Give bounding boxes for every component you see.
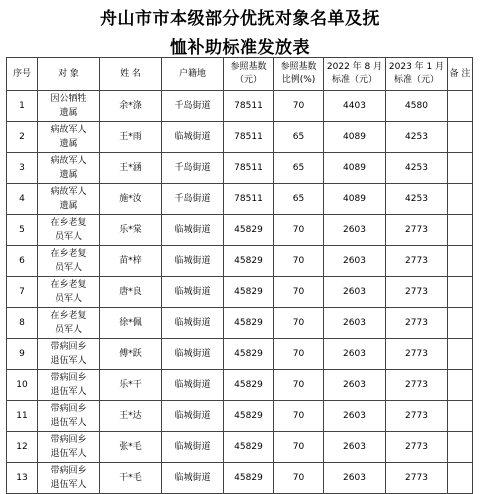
cell-base [224, 308, 274, 339]
cell-place [162, 463, 224, 494]
cell-no-text: 4 [19, 194, 25, 204]
cell-type-text: 员军人 [54, 294, 82, 304]
table-body [7, 58, 473, 494]
cell-name [100, 401, 162, 432]
cell-no-text: 12 [16, 442, 28, 452]
cell-std2022-text: 2603 [343, 349, 366, 359]
table-row [7, 215, 473, 246]
cell-ratio-text: 65 [292, 194, 305, 204]
cell-place [162, 370, 224, 401]
cell-std2023 [386, 184, 448, 215]
cell-base-text: 45829 [234, 473, 263, 483]
cell-no-text: 13 [16, 473, 28, 483]
column-header-text: 参照基数 [230, 62, 267, 72]
column-header-text: 姓 名 [120, 68, 141, 79]
cell-note [448, 153, 473, 184]
column-header-text: 序号 [12, 68, 31, 79]
table-row [7, 339, 473, 370]
cell-place-text: 临城街道 [174, 380, 211, 390]
table-row [7, 432, 473, 463]
cell-std2023 [386, 370, 448, 401]
cell-std2022-text: 2603 [343, 380, 366, 390]
cell-place [162, 432, 224, 463]
table-row [7, 370, 473, 401]
cell-type [38, 308, 100, 339]
cell-no [7, 370, 38, 401]
table-row [7, 277, 473, 308]
cell-name [100, 339, 162, 370]
cell-no-text: 6 [19, 256, 25, 266]
cell-std2023 [386, 246, 448, 277]
cell-ratio-text: 70 [292, 287, 305, 297]
cell-base-text: 78511 [234, 194, 263, 204]
cell-base-text: 45829 [234, 442, 263, 452]
cell-std2023 [386, 463, 448, 494]
cell-ratio [274, 184, 324, 215]
cell-ratio [274, 308, 324, 339]
cell-type-text: 带病回乡 [50, 404, 87, 414]
cell-name-text: 乐*干 [119, 380, 142, 390]
cell-type [38, 91, 100, 122]
cell-std2023 [386, 91, 448, 122]
cell-ratio [274, 277, 324, 308]
cell-std2023-text: 2773 [405, 287, 428, 297]
cell-no [7, 401, 38, 432]
cell-std2023 [386, 401, 448, 432]
cell-place [162, 91, 224, 122]
cell-std2022 [324, 339, 386, 370]
cell-std2022-text: 2603 [343, 318, 366, 328]
cell-base [224, 401, 274, 432]
cell-std2023-text: 4253 [405, 163, 428, 173]
table-row [7, 184, 473, 215]
cell-ratio [274, 432, 324, 463]
cell-std2022 [324, 215, 386, 246]
cell-ratio [274, 339, 324, 370]
cell-ratio-text: 70 [292, 411, 305, 421]
cell-std2022 [324, 184, 386, 215]
cell-no-text: 5 [19, 225, 25, 235]
cell-type [38, 401, 100, 432]
cell-type-text: 带病回乡 [50, 373, 87, 383]
cell-std2023-text: 2773 [405, 442, 428, 452]
cell-ratio [274, 401, 324, 432]
cell-std2023 [386, 308, 448, 339]
cell-place-text: 临城街道 [174, 256, 211, 266]
cell-type-text: 退伍军人 [50, 418, 87, 428]
column-header-text: 2022 年 8 月 [326, 62, 383, 72]
column-header [100, 58, 162, 91]
cell-no [7, 153, 38, 184]
cell-std2023-text: 2773 [405, 225, 428, 235]
cell-std2022-text: 4403 [343, 101, 366, 111]
cell-std2022-text: 2603 [343, 411, 366, 421]
cell-std2023-text: 4253 [405, 194, 428, 204]
cell-type-text: 在乡老复 [50, 249, 87, 259]
document-title-line-1: 舟山市市本级部分优抚对象名单及抚 [100, 9, 380, 29]
cell-name [100, 432, 162, 463]
cell-no-text: 9 [19, 349, 25, 359]
table-row [7, 122, 473, 153]
cell-std2022-text: 4089 [343, 132, 366, 142]
cell-ratio-text: 70 [292, 442, 305, 452]
cell-std2022-text: 2603 [343, 442, 366, 452]
cell-place [162, 401, 224, 432]
column-header-text: 标准（元） [393, 75, 439, 85]
cell-name-text: 徐*佩 [119, 318, 142, 328]
cell-type-text: 退伍军人 [50, 449, 87, 459]
cell-type-text: 病故军人 [50, 125, 87, 135]
cell-place-text: 千岛街道 [174, 101, 211, 111]
cell-base-text: 45829 [234, 380, 263, 390]
cell-type-text: 遗属 [59, 201, 78, 211]
cell-std2022 [324, 401, 386, 432]
cell-std2022-text: 2603 [343, 225, 366, 235]
cell-no [7, 215, 38, 246]
cell-note [448, 370, 473, 401]
cell-type-text: 在乡老复 [50, 280, 87, 290]
cell-note [448, 215, 473, 246]
cell-type-text: 员军人 [54, 232, 82, 242]
cell-base [224, 277, 274, 308]
cell-ratio [274, 122, 324, 153]
cell-type [38, 339, 100, 370]
cell-type-text: 带病回乡 [50, 342, 87, 352]
cell-std2022 [324, 370, 386, 401]
cell-base-text: 45829 [234, 318, 263, 328]
cell-type-text: 员军人 [54, 263, 82, 273]
cell-name-text: 施*汝 [119, 194, 142, 204]
cell-std2023-text: 2773 [405, 256, 428, 266]
cell-std2022 [324, 277, 386, 308]
cell-type [38, 246, 100, 277]
cell-name-text: 王*达 [119, 411, 142, 421]
cell-name [100, 370, 162, 401]
table-row [7, 246, 473, 277]
cell-std2022-text: 4089 [343, 163, 366, 173]
cell-name-text: 王*雨 [119, 132, 142, 142]
cell-no [7, 339, 38, 370]
cell-no [7, 122, 38, 153]
cell-place-text: 临城街道 [174, 442, 211, 452]
cell-place-text: 临城街道 [174, 132, 211, 142]
column-header [386, 58, 448, 91]
cell-place [162, 277, 224, 308]
cell-no [7, 184, 38, 215]
cell-std2022-text: 2603 [343, 287, 366, 297]
cell-std2023 [386, 339, 448, 370]
cell-ratio [274, 246, 324, 277]
column-header [448, 58, 473, 91]
column-header-text: 对 象 [58, 68, 79, 79]
cell-no [7, 246, 38, 277]
cell-type [38, 215, 100, 246]
cell-ratio-text: 65 [292, 132, 305, 142]
cell-base [224, 432, 274, 463]
cell-base-text: 45829 [234, 287, 263, 297]
document-title-line-2: 恤补助标准发放表 [170, 38, 310, 58]
cell-type [38, 370, 100, 401]
column-header [274, 58, 324, 91]
cell-std2022 [324, 122, 386, 153]
cell-name [100, 463, 162, 494]
cell-base-text: 78511 [234, 101, 263, 111]
cell-place [162, 246, 224, 277]
cell-place [162, 122, 224, 153]
cell-ratio-text: 70 [292, 349, 305, 359]
cell-place-text: 临城街道 [174, 473, 211, 483]
cell-std2023 [386, 122, 448, 153]
column-header [324, 58, 386, 91]
header-row [7, 58, 473, 91]
column-header [38, 58, 100, 91]
cell-name [100, 308, 162, 339]
table-row [7, 153, 473, 184]
cell-type-text: 遗属 [59, 139, 78, 149]
cell-name [100, 277, 162, 308]
cell-ratio-text: 70 [292, 473, 305, 483]
cell-name-text: 张*毛 [119, 442, 142, 452]
cell-std2023-text: 2773 [405, 380, 428, 390]
cell-place [162, 184, 224, 215]
cell-note [448, 308, 473, 339]
cell-note [448, 246, 473, 277]
column-header-text: 2023 年 1 月 [388, 62, 445, 72]
cell-ratio-text: 70 [292, 225, 305, 235]
cell-name-text: 苗*梓 [119, 256, 142, 266]
cell-place-text: 千岛街道 [174, 194, 211, 204]
cell-name-text: 唐*良 [119, 287, 142, 297]
cell-std2023 [386, 277, 448, 308]
cell-std2023-text: 2773 [405, 473, 428, 483]
cell-base-text: 78511 [234, 163, 263, 173]
cell-base [224, 370, 274, 401]
cell-name [100, 215, 162, 246]
cell-type-text: 病故军人 [50, 156, 87, 166]
cell-base [224, 246, 274, 277]
cell-base-text: 45829 [234, 225, 263, 235]
column-header-text: 备 注 [449, 68, 471, 79]
cell-no [7, 277, 38, 308]
cell-std2022 [324, 246, 386, 277]
cell-note [448, 463, 473, 494]
allowance-table [6, 57, 473, 494]
cell-type-text: 员军人 [54, 325, 82, 335]
cell-note [448, 277, 473, 308]
column-header-text: 比例(%) [281, 75, 316, 85]
cell-base [224, 339, 274, 370]
cell-std2022 [324, 432, 386, 463]
column-header-text: 参照基数 [280, 62, 317, 72]
cell-place [162, 215, 224, 246]
cell-base [224, 215, 274, 246]
cell-std2022-text: 4089 [343, 194, 366, 204]
cell-type-text: 退伍军人 [50, 387, 87, 397]
cell-std2022-text: 2603 [343, 256, 366, 266]
cell-ratio-text: 70 [292, 101, 305, 111]
cell-type-text: 退伍军人 [50, 356, 87, 366]
cell-base [224, 91, 274, 122]
cell-no-text: 1 [19, 101, 25, 111]
cell-place-text: 临城街道 [174, 318, 211, 328]
cell-type-text: 在乡老复 [50, 311, 87, 321]
column-header-text: （元） [234, 75, 262, 85]
cell-name-text: 王*涵 [119, 163, 142, 173]
column-header-text: 标准（元） [331, 75, 377, 85]
cell-note [448, 339, 473, 370]
cell-std2022-text: 2603 [343, 473, 366, 483]
cell-base-text: 78511 [234, 132, 263, 142]
cell-type [38, 277, 100, 308]
cell-base-text: 45829 [234, 411, 263, 421]
cell-type-text: 遗属 [59, 108, 78, 118]
cell-name-text: 傅*跃 [119, 349, 142, 359]
cell-std2023-text: 4580 [405, 101, 428, 111]
cell-std2023-text: 4253 [405, 132, 428, 142]
column-header [162, 58, 224, 91]
cell-type-text: 遗属 [59, 170, 78, 180]
cell-base-text: 45829 [234, 256, 263, 266]
cell-base [224, 122, 274, 153]
cell-no-text: 3 [19, 163, 25, 173]
cell-std2022 [324, 308, 386, 339]
cell-name [100, 184, 162, 215]
cell-type-text: 在乡老复 [50, 218, 87, 228]
cell-ratio [274, 91, 324, 122]
cell-std2023-text: 2773 [405, 349, 428, 359]
cell-place-text: 千岛街道 [174, 163, 211, 173]
cell-ratio [274, 215, 324, 246]
cell-type-text: 带病回乡 [50, 466, 87, 476]
cell-ratio-text: 70 [292, 256, 305, 266]
cell-place [162, 153, 224, 184]
cell-base-text: 45829 [234, 349, 263, 359]
column-header-text: 户籍地 [178, 68, 206, 79]
cell-ratio-text: 70 [292, 380, 305, 390]
cell-type-text: 带病回乡 [50, 435, 87, 445]
cell-type-text: 因公牺牲 [50, 94, 87, 104]
cell-base [224, 153, 274, 184]
cell-place [162, 339, 224, 370]
column-header [7, 58, 38, 91]
cell-no-text: 7 [19, 287, 25, 297]
table-row [7, 401, 473, 432]
cell-note [448, 91, 473, 122]
cell-name-text: 余*涤 [119, 101, 142, 111]
cell-type [38, 184, 100, 215]
cell-type [38, 153, 100, 184]
cell-place-text: 临城街道 [174, 287, 211, 297]
cell-no [7, 463, 38, 494]
cell-ratio-text: 65 [292, 163, 305, 173]
cell-ratio-text: 70 [292, 318, 305, 328]
cell-base [224, 184, 274, 215]
cell-std2023 [386, 215, 448, 246]
table-row [7, 308, 473, 339]
cell-std2022 [324, 153, 386, 184]
cell-no-text: 11 [16, 411, 28, 421]
cell-name [100, 246, 162, 277]
cell-place-text: 临城街道 [174, 225, 211, 235]
cell-ratio [274, 153, 324, 184]
cell-std2022 [324, 91, 386, 122]
cell-std2023 [386, 432, 448, 463]
cell-no-text: 2 [19, 132, 25, 142]
cell-name-text: 乐*棠 [119, 225, 142, 235]
cell-note [448, 184, 473, 215]
cell-std2023-text: 2773 [405, 411, 428, 421]
cell-ratio [274, 463, 324, 494]
cell-note [448, 401, 473, 432]
cell-name [100, 91, 162, 122]
cell-no [7, 308, 38, 339]
cell-no [7, 91, 38, 122]
cell-type-text: 病故军人 [50, 187, 87, 197]
cell-base [224, 463, 274, 494]
cell-place-text: 临城街道 [174, 349, 211, 359]
cell-no [7, 432, 38, 463]
cell-note [448, 122, 473, 153]
cell-name [100, 122, 162, 153]
cell-ratio [274, 370, 324, 401]
cell-type [38, 463, 100, 494]
cell-note [448, 432, 473, 463]
table-row [7, 463, 473, 494]
cell-type [38, 122, 100, 153]
cell-no-text: 10 [16, 380, 28, 390]
cell-name-text: 干*毛 [119, 473, 142, 483]
cell-std2022 [324, 463, 386, 494]
table-row [7, 91, 473, 122]
cell-type-text: 退伍军人 [50, 480, 87, 490]
cell-no-text: 8 [19, 318, 25, 328]
cell-place-text: 临城街道 [174, 411, 211, 421]
cell-std2023 [386, 153, 448, 184]
cell-name [100, 153, 162, 184]
cell-std2023-text: 2773 [405, 318, 428, 328]
column-header [224, 58, 274, 91]
cell-place [162, 308, 224, 339]
cell-type [38, 432, 100, 463]
